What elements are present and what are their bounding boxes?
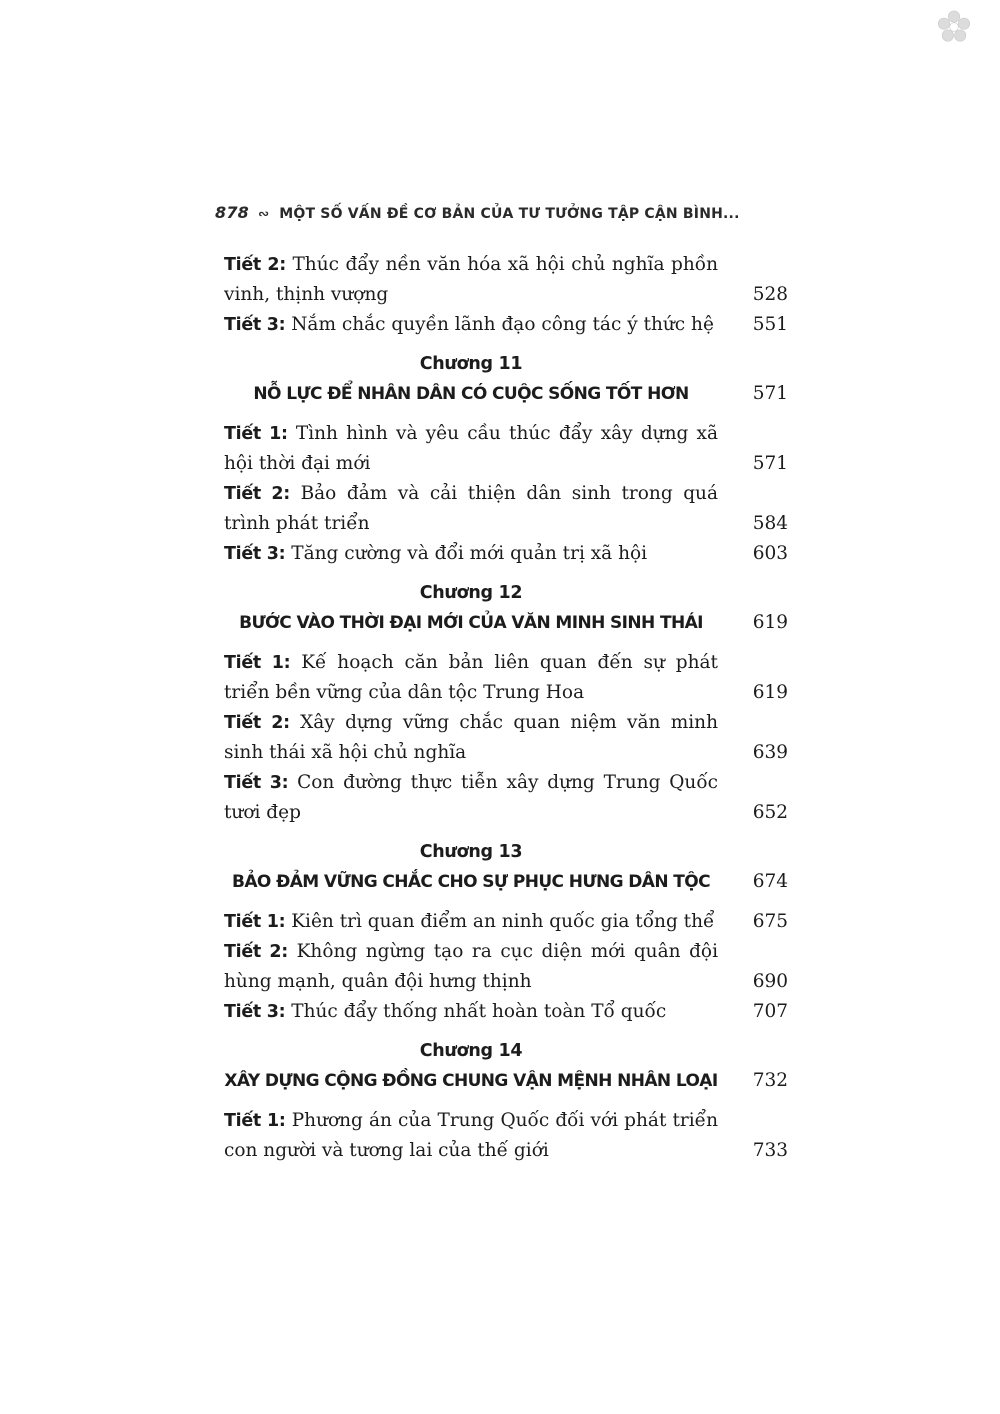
section-title: Tăng cường và đổi mới quản trị xã hội [291, 543, 648, 564]
chapter-heading [224, 578, 788, 638]
chapter-page-ref: 571 [752, 383, 788, 404]
toc-entry [224, 768, 788, 828]
section-label: Tiết 1: [224, 424, 288, 444]
page-number: 878 [215, 203, 249, 222]
section-title: Kế hoạch căn bản liên quan đến sự phát triển bền vững của dân tộc Trung Hoa [224, 652, 718, 703]
chapter-heading [224, 349, 788, 409]
section-label: Tiết 3: [224, 1002, 286, 1022]
book-title: MỘT SỐ VẤN ĐỀ CƠ BẢN CỦA TƯ TƯỞNG TẬP CẬN BÌNH... [279, 206, 740, 222]
section-label: Tiết 3: [224, 773, 289, 793]
toc-entry-text [224, 907, 718, 937]
toc-entry [224, 708, 788, 768]
toc-entry [224, 907, 788, 937]
chapter-title: BẢO ĐẢM VỮNG CHẮC CHO SỰ PHỤC HƯNG DÂN TỘC [231, 872, 711, 892]
chapter-label: Chương 12 [419, 583, 523, 603]
toc-entry-text [224, 250, 718, 310]
section-label: Tiết 3: [224, 315, 286, 335]
page-ref: 707 [752, 1001, 788, 1022]
page-ref: 584 [752, 513, 788, 534]
flower-ornament-icon [935, 8, 973, 46]
toc-entry [224, 250, 788, 310]
section-label: Tiết 2: [224, 942, 289, 962]
page-ref: 675 [752, 911, 788, 932]
toc-entry [224, 539, 788, 569]
chapter-page-ref: 674 [752, 871, 788, 892]
section-label: Tiết 2: [224, 484, 291, 504]
section-title: Phương án của Trung Quốc đối với phát triển con người và tương lai của thế giới [224, 1110, 718, 1161]
section-label: Tiết 1: [224, 912, 286, 932]
toc-entry-text [224, 997, 718, 1027]
page-ref: 528 [752, 284, 788, 305]
section-title: Tình hình và yêu cầu thúc đẩy xây dựng xã hội thời đại mới [224, 423, 718, 474]
section-label: Tiết 2: [224, 255, 286, 275]
chapter-title: XÂY DỰNG CỘNG ĐỒNG CHUNG VẬN MỆNH NHÂN LOẠI [224, 1071, 718, 1091]
page-ref: 639 [752, 742, 788, 763]
toc-entry [224, 1106, 788, 1166]
toc-entry-text [224, 539, 718, 569]
page-ref: 690 [752, 971, 788, 992]
section-title: Nắm chắc quyền lãnh đạo công tác ý thức hệ [291, 314, 714, 335]
toc-entry-text [224, 310, 718, 340]
chapter-title-row [224, 867, 788, 897]
chapter-page-ref: 619 [752, 612, 788, 633]
chapter-page-ref: 732 [752, 1070, 788, 1091]
section-label: Tiết 1: [224, 1111, 286, 1131]
chapter-heading [224, 1036, 788, 1096]
chapter-label: Chương 14 [419, 1041, 523, 1061]
section-title: Bảo đảm và cải thiện dân sinh trong quá trình phát triển [224, 483, 718, 534]
toc-entry-text [224, 648, 718, 708]
section-title: Thúc đẩy thống nhất hoàn toàn Tổ quốc [291, 1001, 667, 1022]
running-header [215, 203, 775, 222]
toc-entry-text [224, 419, 718, 479]
chapter-heading [224, 837, 788, 897]
page-ref: 733 [752, 1140, 788, 1161]
section-label: Tiết 2: [224, 713, 290, 733]
chapter-title-row [224, 379, 788, 409]
toc-entry-text [224, 708, 718, 768]
chapter-label: Chương 11 [419, 354, 523, 374]
page-ref: 571 [752, 453, 788, 474]
toc-entry-text [224, 479, 718, 539]
toc-entry [224, 419, 788, 479]
chapter-title-row [224, 608, 788, 638]
page-ref: 619 [752, 682, 788, 703]
swirl-ornament-icon: ∾ [258, 207, 270, 222]
toc-entry [224, 997, 788, 1027]
chapter-title: NỖ LỰC ĐỂ NHÂN DÂN CÓ CUỘC SỐNG TỐT HƠN [253, 384, 689, 404]
toc-entry-text [224, 768, 718, 828]
toc-entry [224, 648, 788, 708]
page-ref: 652 [752, 802, 788, 823]
section-title: Con đường thực tiễn xây dựng Trung Quốc tươi đẹp [224, 772, 719, 823]
section-title: Không ngừng tạo ra cục diện mới quân đội hùng mạnh, quân đội hưng thịnh [224, 941, 718, 992]
toc-entry [224, 937, 788, 997]
page-ref: 603 [752, 543, 788, 564]
page-ref: 551 [752, 314, 788, 335]
section-label: Tiết 3: [224, 544, 286, 564]
table-of-contents [224, 250, 788, 1166]
toc-entry-text [224, 937, 718, 997]
section-title: Kiên trì quan điểm an ninh quốc gia tổng thể [291, 911, 715, 932]
section-label: Tiết 1: [224, 653, 291, 673]
section-title: Xây dựng vững chắc quan niệm văn minh sinh thái xã hội chủ nghĩa [224, 712, 718, 763]
chapter-label: Chương 13 [419, 842, 523, 862]
toc-entry [224, 310, 788, 340]
chapter-title-row [224, 1066, 788, 1096]
section-title: Thúc đẩy nền văn hóa xã hội chủ nghĩa phồn vinh, thịnh vượng [224, 254, 718, 305]
toc-entry [224, 479, 788, 539]
chapter-title: BƯỚC VÀO THỜI ĐẠI MỚI CỦA VĂN MINH SINH THÁI [239, 613, 703, 633]
toc-entry-text [224, 1106, 718, 1166]
